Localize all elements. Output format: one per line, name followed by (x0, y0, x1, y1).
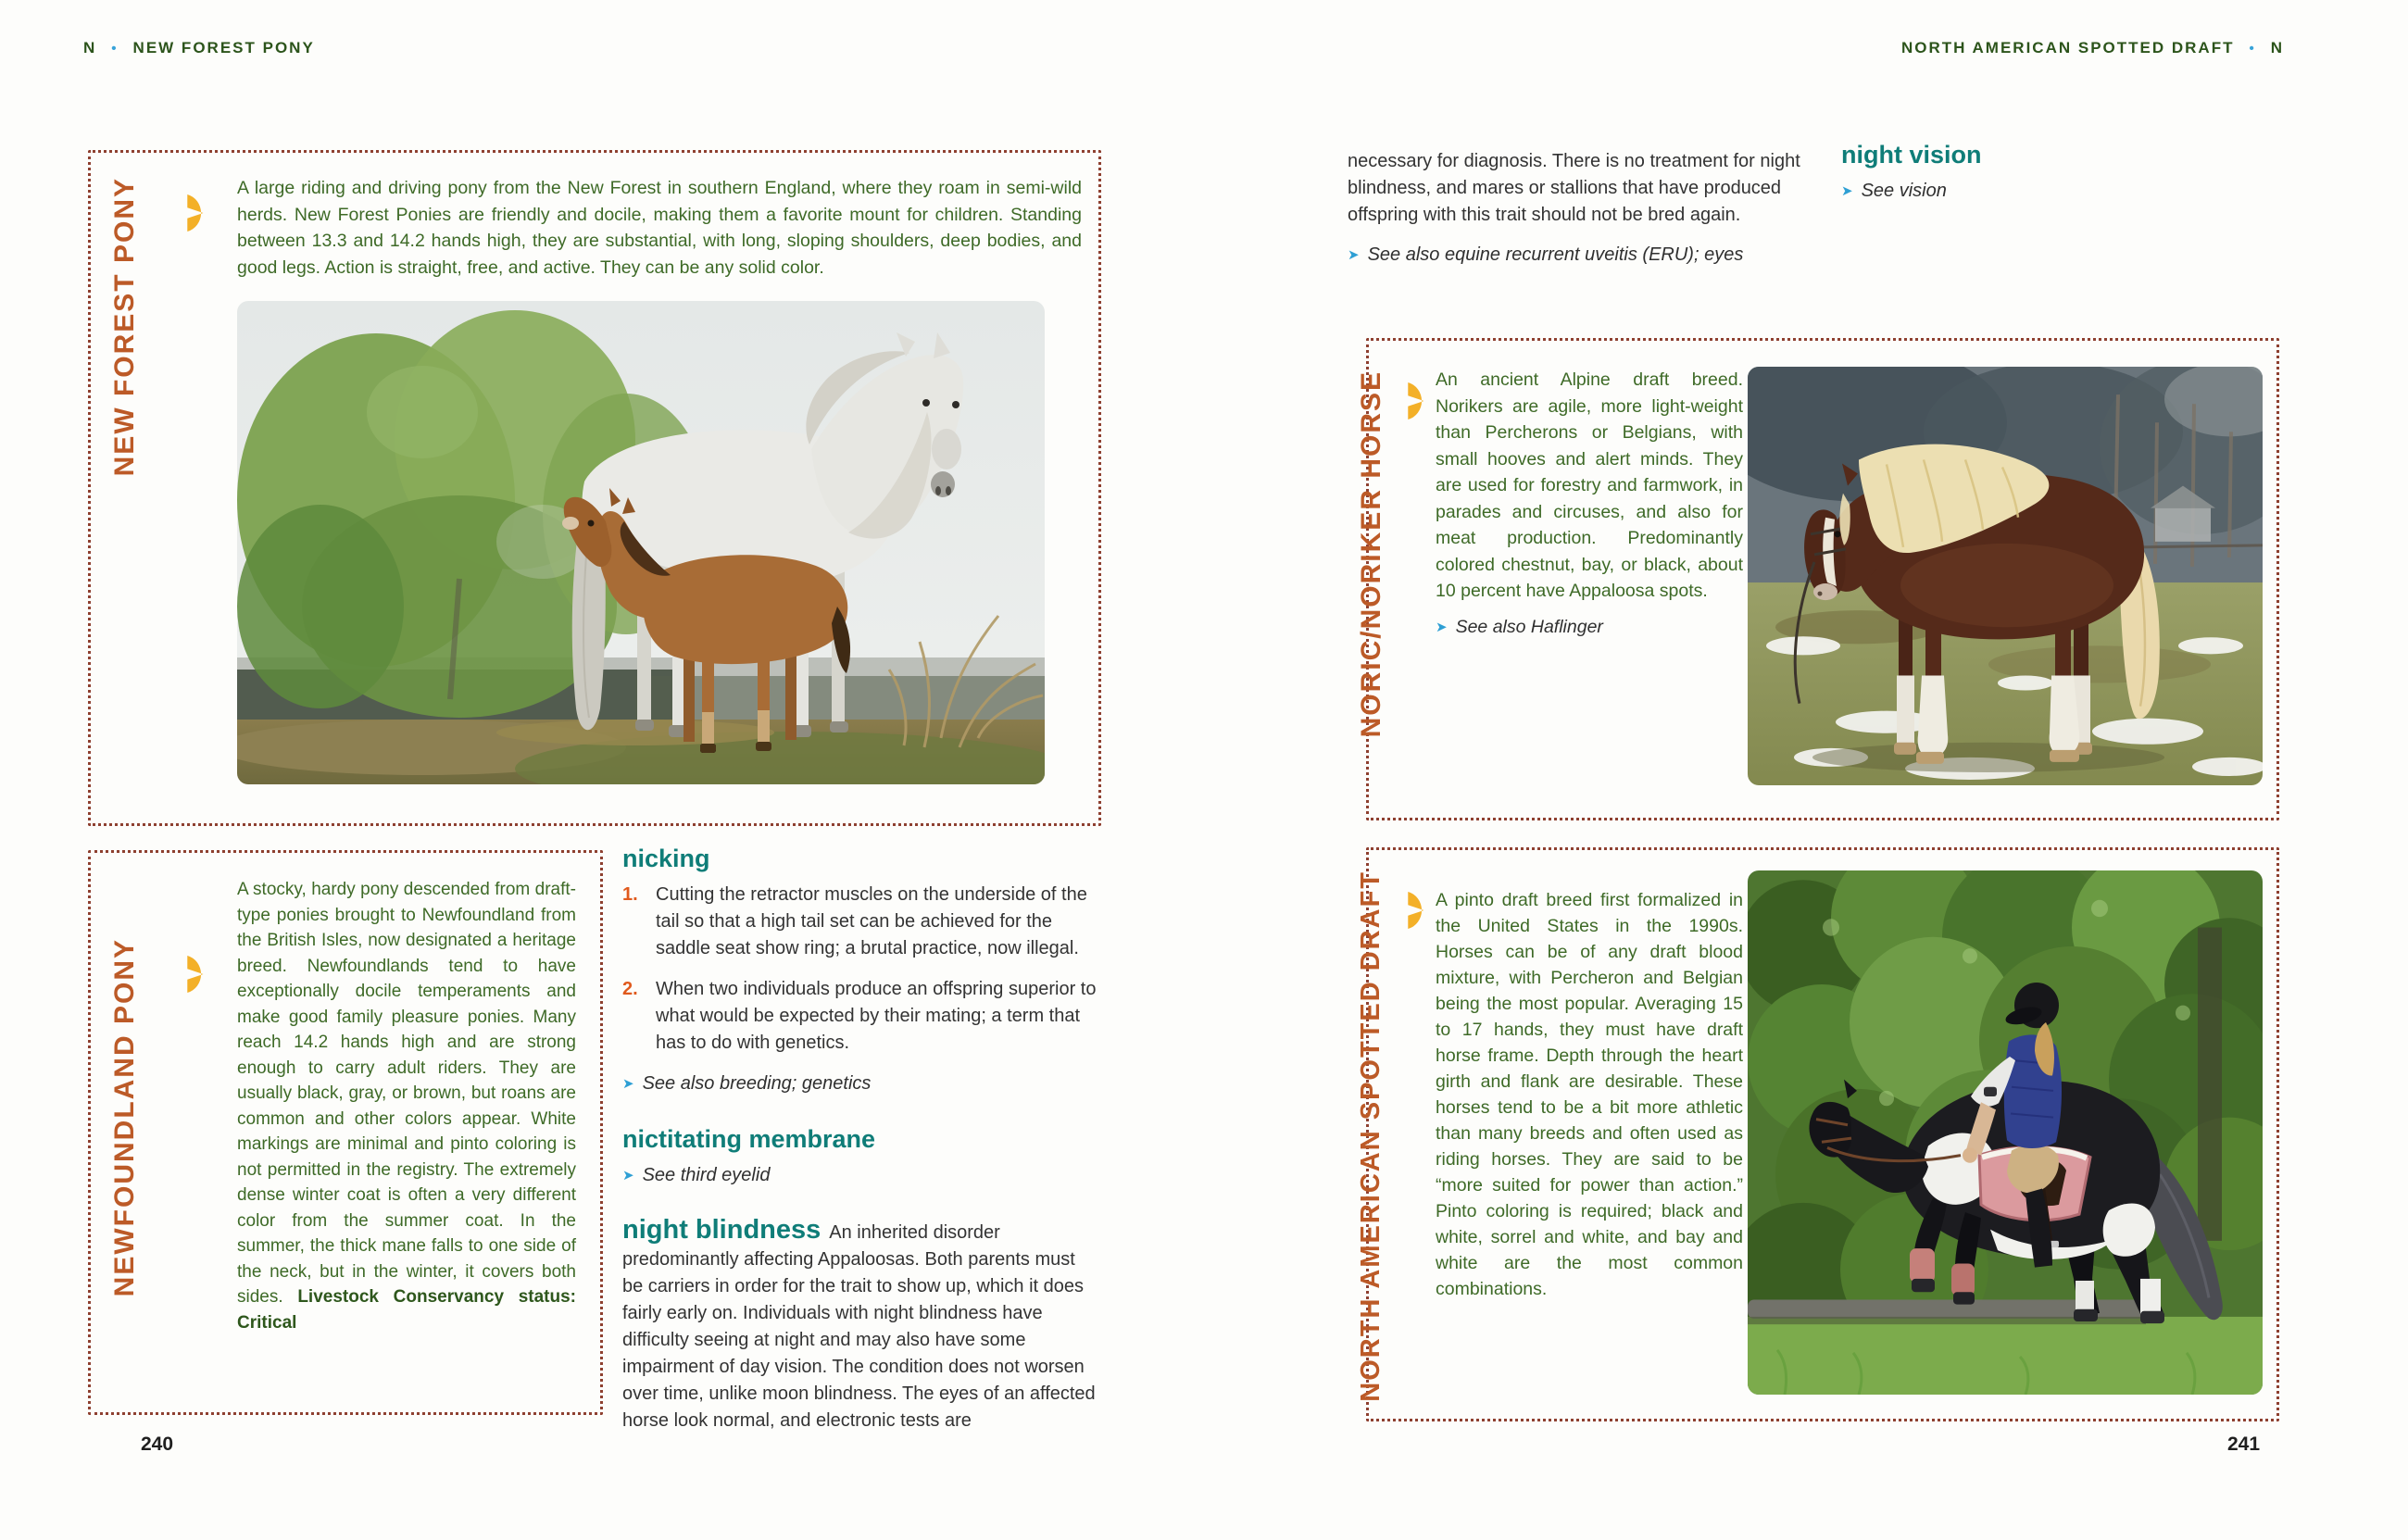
breed-text-body: A stocky, hardy pony descended from draft-type ponies brought to Newfoundland from the British Isles, now designated a heritage breed. Newfoundlands tend to have exceptionally docile temperaments and make good family pleasure ponies. Many reach 14.2 hands high and are strong enough to carry adult riders. They are usually black, gray, or brown, but roans are common and other colors appear. White markings are minimal and pinto coloring is not permitted in the registry. The extremely dense winter coat is often a very different color from the summer coat. In the summer, the thick mane falls to one side of the neck, but in the winter, it covers both sides. (237, 880, 576, 1307)
right-running-head (1901, 39, 2284, 57)
see-also-line (622, 1070, 1100, 1097)
see-also-text: See also Haflinger (1455, 616, 1603, 637)
page-number-left: 240 (141, 1434, 174, 1455)
see-also-line (1841, 178, 2230, 205)
see-also-arrow-icon: ➤ (622, 1076, 634, 1092)
entry-marker-icon (183, 192, 220, 234)
breed-text-body: An ancient Alpine draft breed. Norikers are agile, more light-weight than Percherons or Belgians, with small hooves and alert minds. They are used for forestry and farmwork, in parades and circuses, and also for meat production. Predominantly colored chestnut, bay, or black, about 10 percent have Appaloosa spots. (1436, 369, 1743, 601)
new-forest-pony-photo (237, 301, 1045, 784)
bullet-icon: • (2249, 40, 2256, 56)
entry-box-new-forest-pony (88, 150, 1101, 826)
list-item-text: When two individuals produce an offspring superior to what would be expected by their mating; a term that has to do with genetics. (656, 979, 1097, 1053)
see-also-text: See also equine recurrent uveitis (ERU); eyes (1367, 244, 1744, 265)
see-also-line (1436, 614, 1743, 641)
spotted-draft-photo (1748, 870, 2263, 1395)
entry-box-noric-noriker-horse (1356, 338, 2279, 820)
entry-night-vision (1841, 141, 2230, 205)
breed-text-nasd: A pinto draft breed first formalized in the United States in the 1990s. Horses can be of any draft blood mixture, with Percheron and Belgian being the most popular. Averaging 15 to 17 hands, they must have draft horse frame. Depth through the heart girth and flank are desirable. These horses tend to be a bit more athletic than many breeds and often used as riding horses. They are said to be “more suited for power than action.” Pinto coloring is required; black and white, sorrel and white, and bay and white are the most common combinations. (1436, 890, 1743, 1299)
breed-text-noric-noriker (1436, 367, 1743, 641)
breed-label-nasd: NORTH AMERICAN SPOTTED DRAFT (1356, 870, 1386, 1402)
breed-label-newfoundland-pony: NEWFOUNDLAND PONY (109, 938, 140, 1297)
list-item (622, 976, 1100, 1057)
list-number: 1. (622, 884, 638, 905)
list-item-text: Cutting the retractor muscles on the underside of the tail so that a high tail set can be achieved for the saddle seat show ring; a brutal practice, now illegal. (656, 884, 1087, 958)
see-also-arrow-icon: ➤ (622, 1168, 634, 1183)
glossary-column-right (1348, 148, 1815, 269)
see-also-text: See third eyelid (642, 1165, 771, 1185)
see-also-arrow-icon: ➤ (1348, 247, 1360, 263)
entry-text: An inherited disorder predominantly affecting Appaloosas. Both parents must be carriers in order for the trait to show up, which it does fairly early on. Individuals with night blindness have difficulty seeing at night and may also have some impairment of day vision. The condition does not worsen over time, unlike moon blindness. The eyes of an affected horse look normal, and electronic tests are (622, 1222, 1096, 1431)
see-also-line (622, 1162, 1100, 1189)
list-item (622, 882, 1100, 962)
page-number-right: 241 (2227, 1434, 2261, 1455)
entry-heading-night-vision: night vision (1841, 141, 1982, 169)
see-also-arrow-icon: ➤ (1436, 619, 1448, 635)
entry-marker-icon (183, 953, 220, 995)
entry-box-north-american-spotted-draft (1356, 847, 2279, 1421)
left-running-head (83, 39, 315, 57)
entry-heading-night-blindness: night blindness (622, 1215, 821, 1245)
breed-text-newfoundland-pony (237, 877, 576, 1335)
breed-text-new-forest-pony: A large riding and driving pony from the New Forest in southern England, where they roam in semi-wild herds. New Forest Ponies are friendly and docile, making them a favorite mount for children. Standing between 13.3 and 14.2 hands high, they are substantial, with long, sloping shoulders, deep bodies, and good legs. Action is straight, free, and active. They can be any solid color. (237, 178, 1082, 278)
noriker-horse-photo (1748, 367, 2263, 785)
breed-label-new-forest-pony: NEW FOREST PONY (109, 177, 140, 477)
list-number: 2. (622, 979, 638, 999)
entry-box-newfoundland-pony (88, 850, 603, 1415)
bullet-icon: • (111, 40, 119, 56)
entry-heading-nicking: nicking (622, 845, 710, 872)
running-head-title: NORTH AMERICAN SPOTTED DRAFT (1901, 39, 2235, 56)
running-head-title: NEW FOREST PONY (132, 39, 315, 56)
see-also-arrow-icon: ➤ (1841, 183, 1853, 199)
breed-label-noric-noriker: NORIC/NORIKER HORSE (1356, 370, 1386, 738)
entry-heading-nictitating-membrane: nictitating membrane (622, 1125, 876, 1153)
see-also-text: See also breeding; genetics (642, 1073, 872, 1094)
running-head-letter: N (2270, 39, 2285, 56)
entry-text: necessary for diagnosis. There is no treatment for night blindness, and mares or stallions that have produced offspring with this trait should not be bred again. (1348, 151, 1800, 225)
glossary-column-left (622, 845, 1100, 1447)
see-also-line (1348, 242, 1815, 269)
conservancy-status: Livestock Conservancy status: Critical (237, 1287, 576, 1333)
entry-night-blindness (622, 1217, 1100, 1434)
running-head-letter: N (83, 39, 97, 56)
see-also-text: See vision (1861, 181, 1947, 201)
